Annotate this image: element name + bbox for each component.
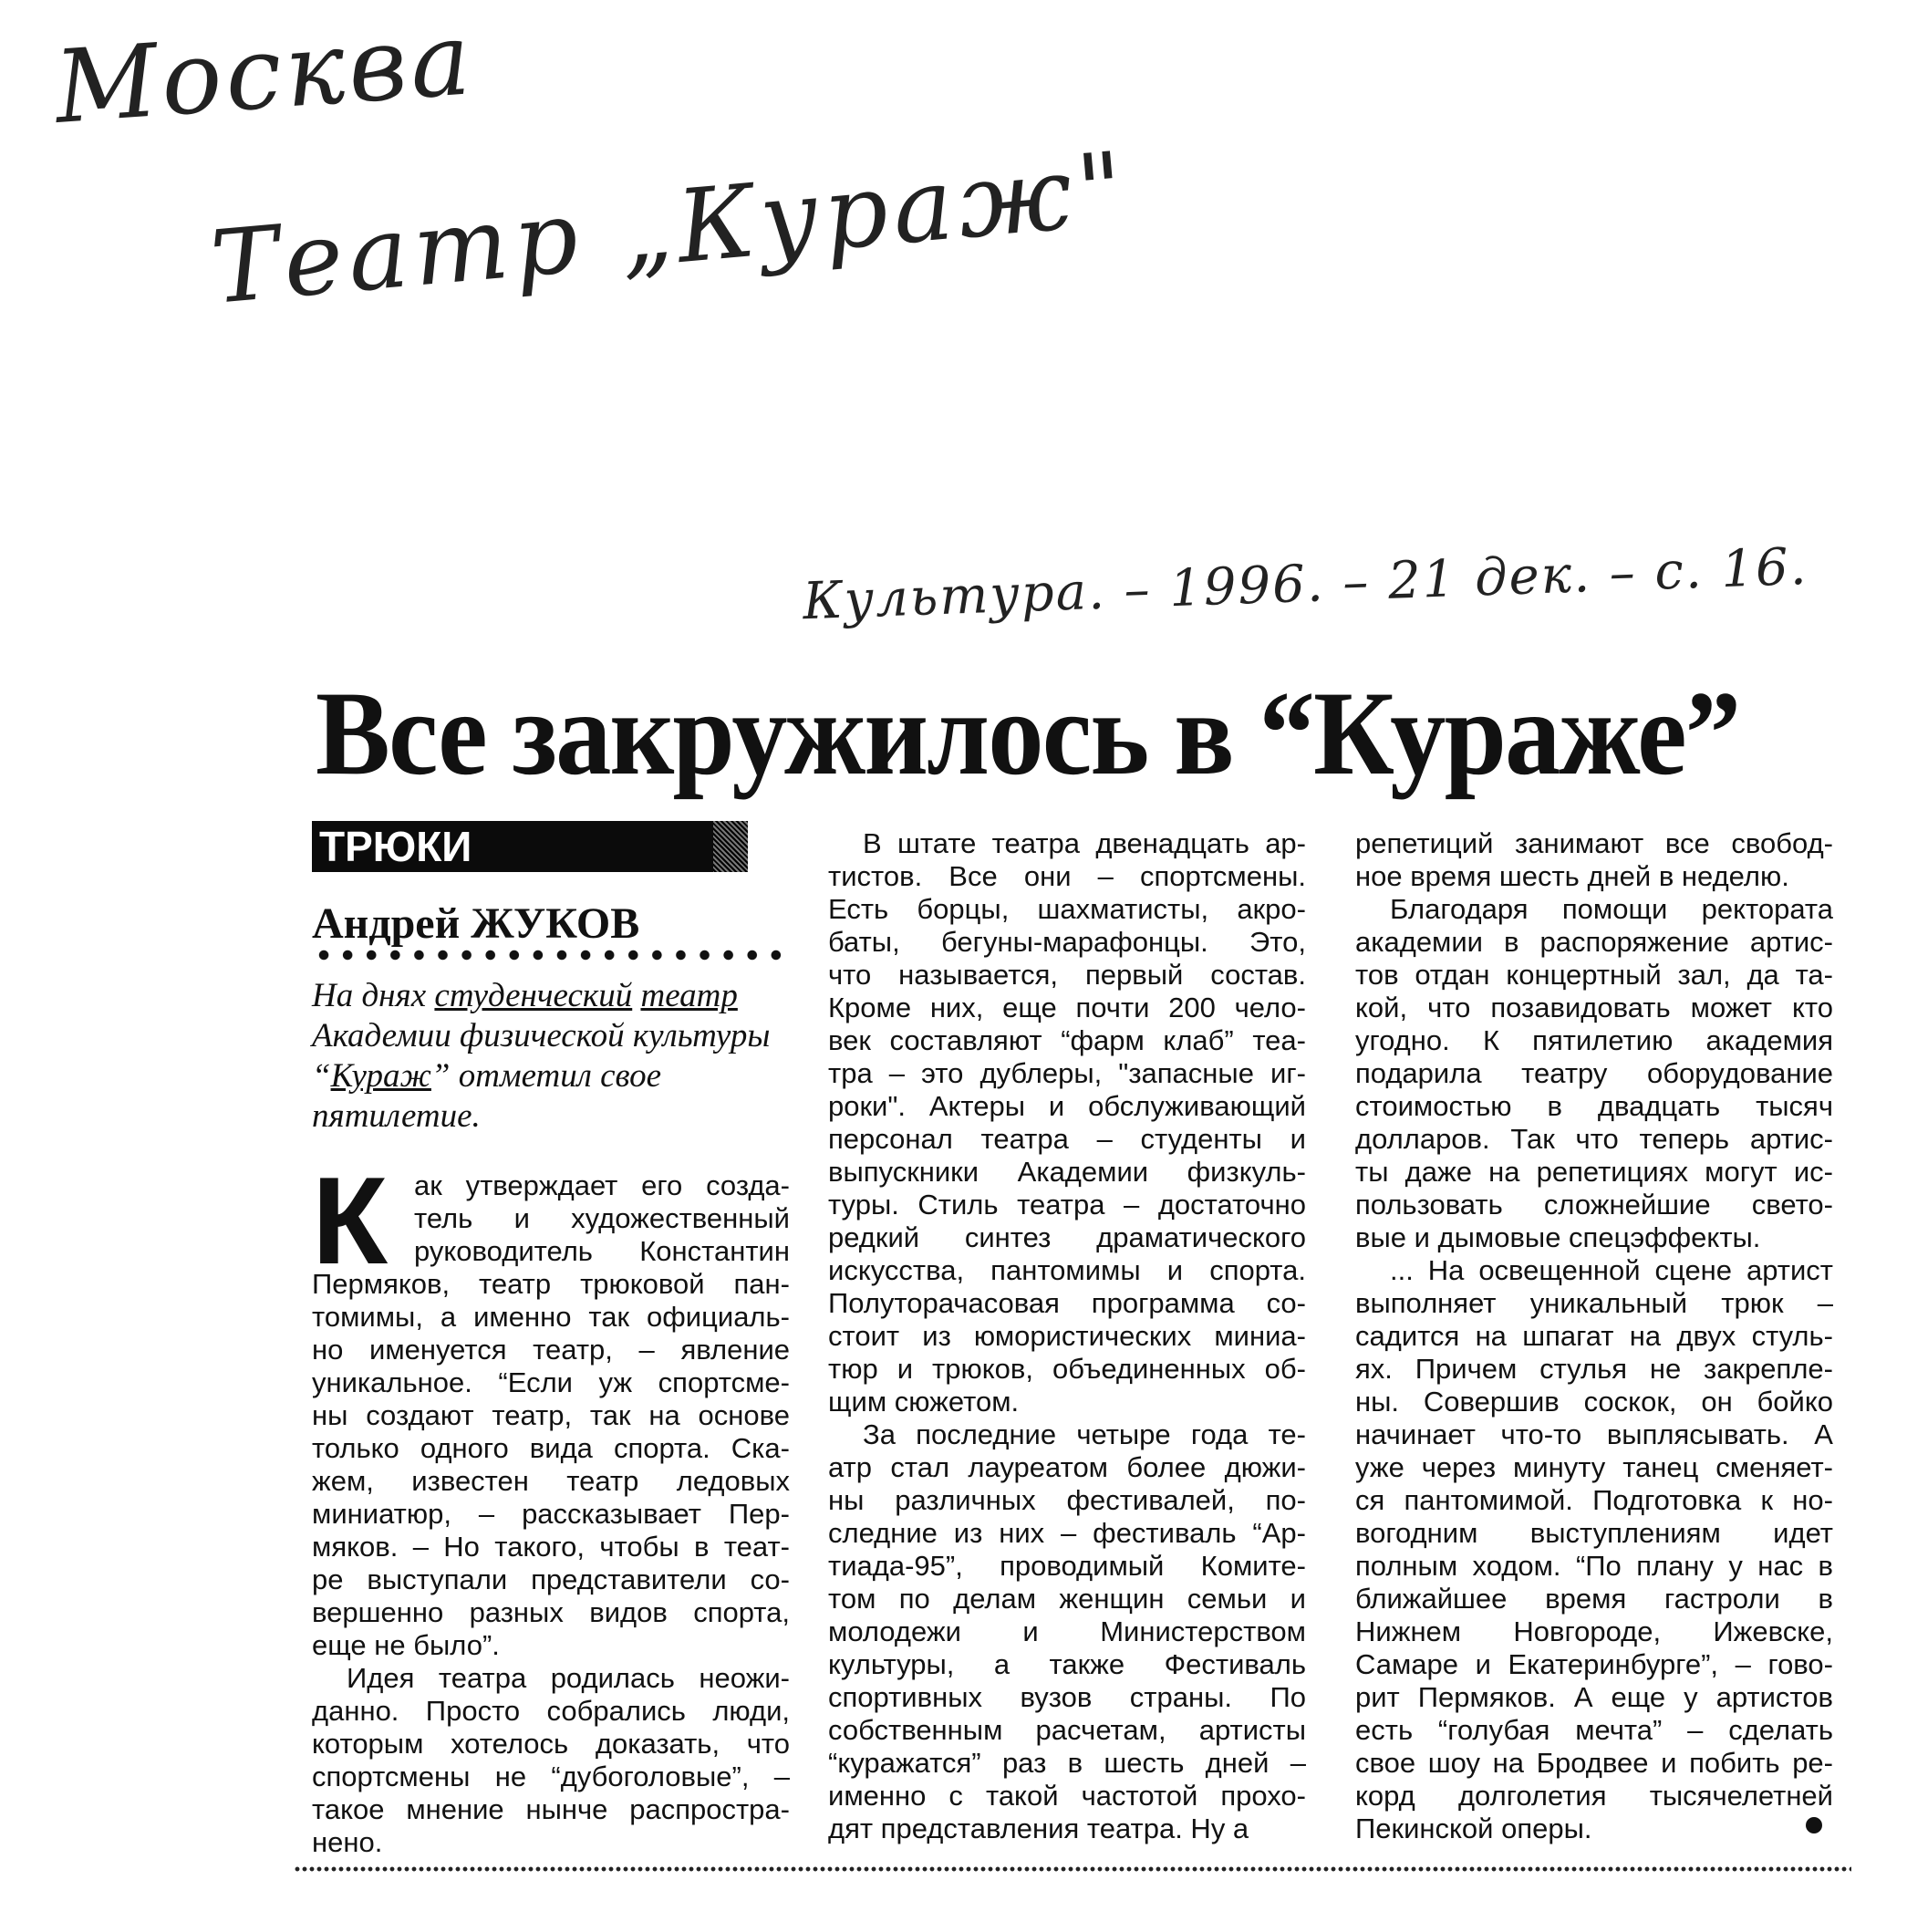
text-line: тов отдан концертный зал, да та- [1355,959,1833,991]
text-line: туры. Стиль театра – достаточно [828,1189,1306,1220]
text-line: Есть борцы, шахматисты, акро- [828,893,1306,925]
text-line: угодно. К пятилетию академия [1355,1024,1833,1056]
text-line: но именуется театр, – явление [312,1334,790,1366]
text-line: ты даже на репетициях могут ис- [1355,1156,1833,1188]
text-line: редкий синтез драматического [828,1221,1306,1253]
text-line: нено. [312,1826,383,1858]
text-line: выполняет уникальный трюк – [1355,1287,1833,1319]
text-line: жем, известен театр ледовых [312,1465,790,1497]
text-line: что называется, первый состав. [828,959,1306,991]
text-line: мяков. – Но такого, чтобы в теат- [312,1531,790,1563]
text-line: корд долголетия тысячелетней [1355,1780,1833,1812]
lead-text: Академии физической культуры “ [312,1017,771,1095]
lead-underlined-text: студенческий [434,977,633,1014]
text-line: искусства, пантомимы и спорта. [828,1254,1306,1286]
text-line: ны создают театр, так на основе [312,1399,790,1431]
lead-text: На днях [312,977,435,1014]
text-line: щим сюжетом. [828,1386,1020,1418]
drop-cap: К [312,1151,389,1290]
text-line: том по делам женщин семьи и [828,1583,1306,1615]
text-line: свое шоу на Бродвее и побить ре- [1355,1747,1833,1779]
text-line: Полуторачасовая программа со- [828,1287,1306,1319]
text-line: тра – это дублеры, "запасные иг- [828,1057,1306,1089]
text-line: ... На освещенной сцене артист [1390,1254,1833,1286]
handwritten-source-citation: Культура. – 1996. – 21 дек. – с. 16. [802,536,1809,632]
text-line: следние из них – фестиваль “Ар- [828,1517,1306,1549]
text-line: полным ходом. “По плану у нас в [1355,1550,1833,1582]
text-line: долларов. Так что теперь артис- [1355,1123,1833,1155]
author-byline: Андрей ЖУКОВ [312,899,640,948]
text-line: век составляют “фарм клаб” теа- [828,1024,1306,1056]
text-line: ближайшее время гастроли в [1355,1583,1833,1615]
text-line: ся пантомимой. Подготовка к но- [1355,1484,1833,1516]
text-line: именно с такой частотой прохо- [828,1780,1306,1812]
text-line: миниатюр, – рассказывает Пер- [312,1498,790,1530]
text-line: Идея театра родилась неожи- [347,1662,790,1694]
rubric-label: ТРЮКИ [312,821,713,872]
text-line: ное время шесть дней в неделю. [1355,860,1789,892]
text-line: уже через минуту танец сменяет- [1355,1451,1833,1483]
text-line: В штате театра двенадцать ар- [863,827,1306,859]
dotted-divider [312,949,788,961]
text-line: подарила театру оборудование [1355,1057,1833,1089]
text-line: пользовать сложнейшие свето- [1355,1189,1833,1220]
text-line: кой, что позавидовать может кто [1355,992,1833,1023]
text-line: спортсмены не “дубоголовые”, – [312,1761,790,1792]
text-line: За последние четыре года те- [863,1418,1306,1450]
text-line: еще не было”. [312,1629,500,1661]
text-line: стоит из юмористических миниа- [828,1320,1306,1352]
lead-underlined-text: Кураж [330,1057,431,1095]
text-line: такое мнение нынче распростра- [312,1793,790,1825]
text-line: Пекинской оперы. [1355,1813,1592,1844]
text-line: начинает что-то выплясывать. А [1355,1418,1833,1450]
text-line: ны. Совершив соскок, он бойко [1355,1386,1833,1418]
text-line: дят представления театра. Ну а [828,1813,1249,1844]
text-line: Благодаря помощи ректората [1390,893,1833,925]
handwritten-city-note: Москва [51,0,478,146]
article-lead [312,976,788,1137]
text-line: атр стал лауреатом более дюжи- [828,1451,1306,1483]
text-line: только одного вида спорта. Ска- [312,1432,790,1464]
handwritten-theatre-note: Театр „Кураж" [206,130,1134,327]
text-line: собственным расчетам, артисты [828,1714,1306,1746]
text-line: рит Пермяков. А еще у артистов [1355,1681,1833,1713]
text-line: молодежи и Министерством [828,1615,1306,1647]
text-line: садится на шпагат на двух стуль- [1355,1320,1833,1352]
text-line: тистов. Все они – спортсмены. [828,860,1306,892]
rubric-banner [312,821,748,872]
text-line: баты, бегуны-марафонцы. Это, [828,926,1306,958]
text-line: Самаре и Екатеринбурге”, – гово- [1355,1648,1833,1680]
text-line: руководитель Константин [414,1235,790,1267]
text-line: персонал театра – студенты и [828,1123,1306,1155]
end-of-article-bullet [1806,1817,1822,1833]
article-column-3 [1355,827,1833,1845]
lead-text: ” отметил свое пятилетие. [312,1057,662,1135]
text-line: Кроме них, еще почти 200 чело- [828,992,1306,1023]
text-line: Нижнем Новгороде, Ижевске, [1355,1615,1833,1647]
text-line: ны различных фестивалей, по- [828,1484,1306,1516]
text-line: вершенно разных видов спорта, [312,1596,790,1628]
article-column-2 [828,827,1306,1845]
text-line: ре выступали представители со- [312,1563,790,1595]
text-line: стоимостью в двадцать тысяч [1355,1090,1833,1122]
text-line: ак утверждает его созда- [414,1169,790,1201]
text-line: вогодним выступлениям идет [1355,1517,1833,1549]
text-line: тиада-95”, проводимый Комите- [828,1550,1306,1582]
text-line: томимы, а именно так официаль- [312,1301,790,1333]
text-line: ях. Причем стулья не закрепле- [1355,1353,1833,1385]
text-line: уникальное. “Если уж спортсме- [312,1366,790,1398]
text-line: роки". Актеры и обслуживающий [828,1090,1306,1122]
text-line: репетиций занимают все свобод- [1355,827,1833,859]
text-line: которым хотелось доказать, что [312,1728,790,1760]
article-headline: Все закружилось в “Кураже” [316,666,1740,800]
text-line: вые и дымовые спецэффекты. [1355,1221,1761,1253]
text-line: спортивных вузов страны. По [828,1681,1306,1713]
text-line: есть “голубая мечта” – сделать [1355,1714,1833,1746]
text-line: выпускники Академии физкуль- [828,1156,1306,1188]
text-line: данно. Просто собрались люди, [312,1695,790,1727]
lead-underlined-text: театр [640,977,738,1014]
text-line: культуры, а также Фестиваль [828,1648,1306,1680]
text-line: академии в распоряжение артис- [1355,926,1833,958]
bottom-dotted-rule [294,1866,1851,1872]
article-column-1 [312,1151,790,1859]
text-line: Пермяков, театр трюковой пан- [312,1268,790,1300]
text-line: тюр и трюков, объединенных об- [828,1353,1306,1385]
text-line: “куражатся” раз в шесть дней – [828,1747,1306,1779]
text-line: тель и художественный [414,1202,790,1234]
